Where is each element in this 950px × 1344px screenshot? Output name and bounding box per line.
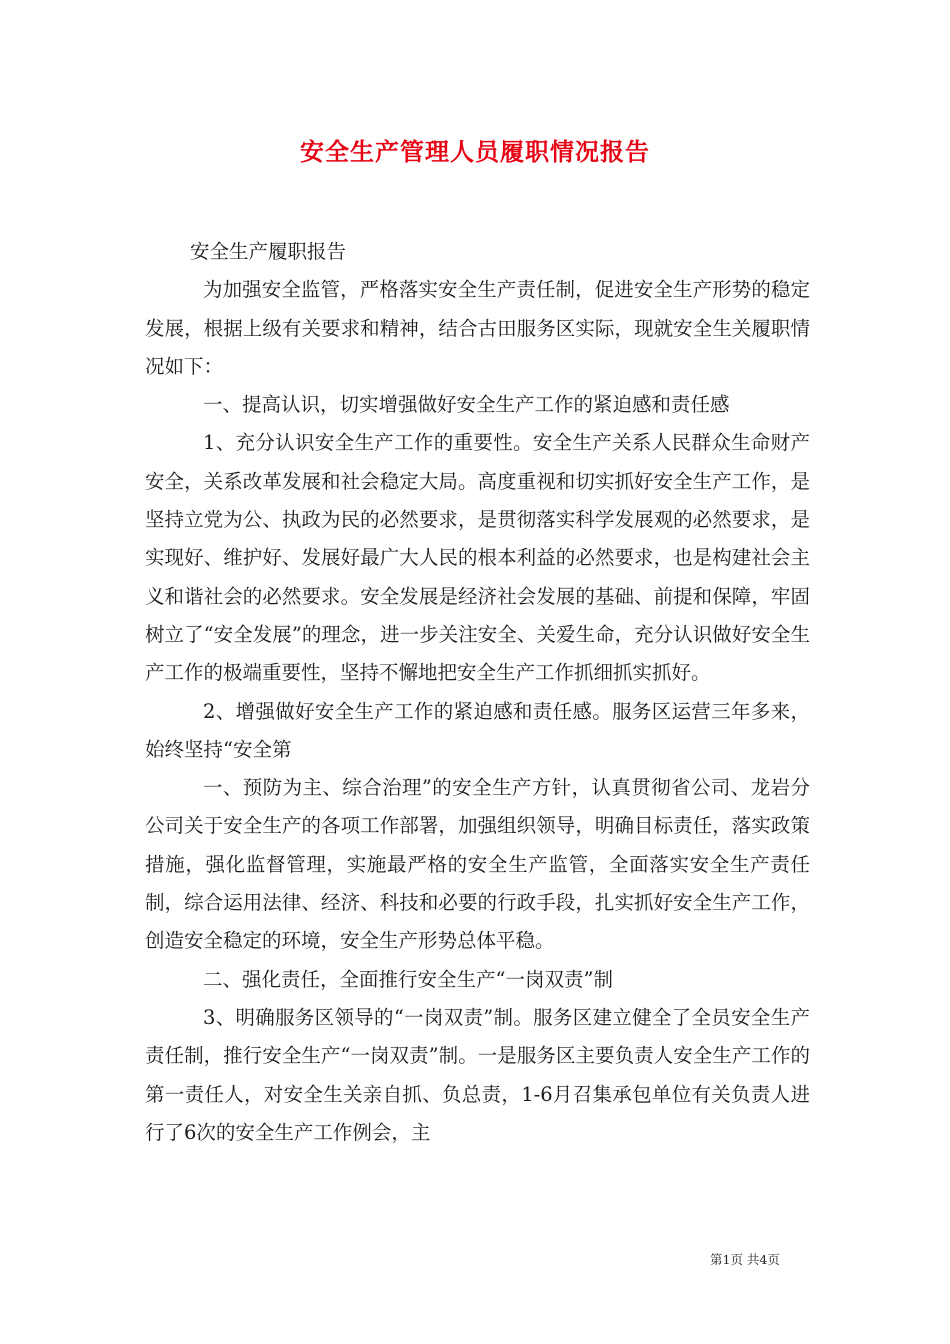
report-subtitle: 安全生产履职报告 — [190, 240, 347, 263]
document-body — [145, 233, 810, 1152]
document-title: 安全生产管理人员履职情况报告 — [300, 137, 650, 166]
paragraph-1: 1、充分认识安全生产工作的重要性。安全生产关系人民群众生命财产安全，关系改革发展和社会稳定大局。高度重视和切实抓好安全生产工作，是坚持立党为公、执政为民的必然要求，是贯彻落实科学发展观的必然要求，是实现好、维护好、发展好最广大人民的根本利益的必然要求，也是构建社会主义和谐社会的必然要求。安全发展是经济社会发展的基础、前提和保障，牢固树立了“安全发展”的理念，进一步关注安全、关爱生命，充分认识做好安全生产工作的极端重要性，坚持不懈地把安全生产工作抓细抓实抓好。 — [145, 431, 810, 685]
page-number: 第1页 共4页 — [710, 1252, 780, 1267]
paragraph-3: 3、明确服务区领导的“一岗双责”制。服务区建立健全了全员安全生产责任制，推行安全生产“一岗双责”制。一是服务区主要负责人安全生产工作的第一责任人，对安全生关亲自抓、负总责，1-6月召集承包单位有关负责人进行了6次的安全生产工作例会，主 — [145, 1005, 810, 1144]
section-heading-1: 一、提高认识，切实增强做好安全生产工作的紧迫感和责任感 — [203, 393, 730, 417]
paragraph-2-continued: 一、预防为主、综合治理”的安全生产方针，认真贯彻省公司、龙岩分公司关于安全生产的各项工作部署，加强组织领导，明确目标责任，落实政策措施，强化监督管理，实施最严格的安全生产监管，全面落实安全生产责任制，综合运用法律、经济、科技和必要的行政手段，扎实抓好安全生产工作，创造安全稳定的环境，安全生产形势总体平稳。 — [145, 776, 810, 953]
section-heading-2: 二、强化责任，全面推行安全生产“一岗双责”制 — [203, 967, 613, 991]
paragraph-intro: 为加强安全监管，严格落实安全生产责任制，促进安全生产形势的稳定发展，根据上级有关要求和精神，结合古田服务区实际，现就安全生关履职情况如下： — [145, 278, 810, 378]
paragraph-2: 2、增强做好安全生产工作的紧迫感和责任感。服务区运营三年多来，始终坚持“安全第 — [145, 699, 810, 761]
